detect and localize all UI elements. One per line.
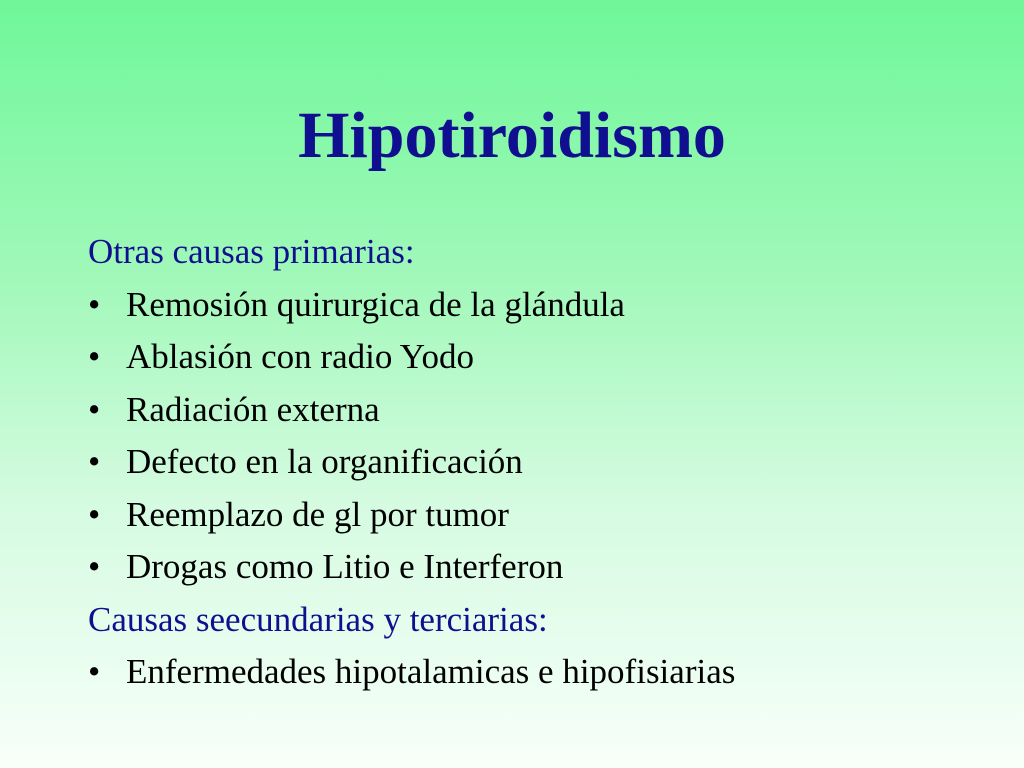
list-item [88, 331, 988, 384]
list-item-text: Remosión quirurgica de la glándula [126, 284, 625, 324]
slide-body [88, 226, 988, 699]
list-item-text: Drogas como Litio e Interferon [126, 547, 564, 586]
list-item [88, 646, 988, 699]
bullet-icon: • [88, 284, 101, 324]
bullet-icon: • [88, 442, 101, 481]
secondary-causes-heading: Causas seecundarias y terciarias: [88, 599, 548, 639]
list-item [88, 279, 988, 332]
list-item [88, 541, 988, 594]
list-item [88, 436, 988, 489]
bullet-icon: • [88, 337, 101, 376]
bullet-icon: • [88, 494, 101, 534]
list-item-text: Radiación externa [126, 389, 380, 429]
primary-causes-heading: Otras causas primarias: [88, 232, 415, 271]
list-item [88, 489, 988, 542]
list-item-text: Ablasión con radio Yodo [126, 337, 475, 376]
list-item-text: Enfermedades hipotalamicas e hipofisiarias [126, 652, 736, 691]
list-item-text: Defecto en la organificación [126, 442, 523, 481]
bullet-icon: • [88, 389, 101, 429]
list-item-text: Reemplazo de gl por tumor [126, 494, 509, 534]
bullet-icon: • [88, 547, 101, 586]
list-item [88, 384, 988, 437]
bullet-icon: • [88, 652, 101, 691]
slide-title: Hipotiroidismo [298, 99, 726, 172]
